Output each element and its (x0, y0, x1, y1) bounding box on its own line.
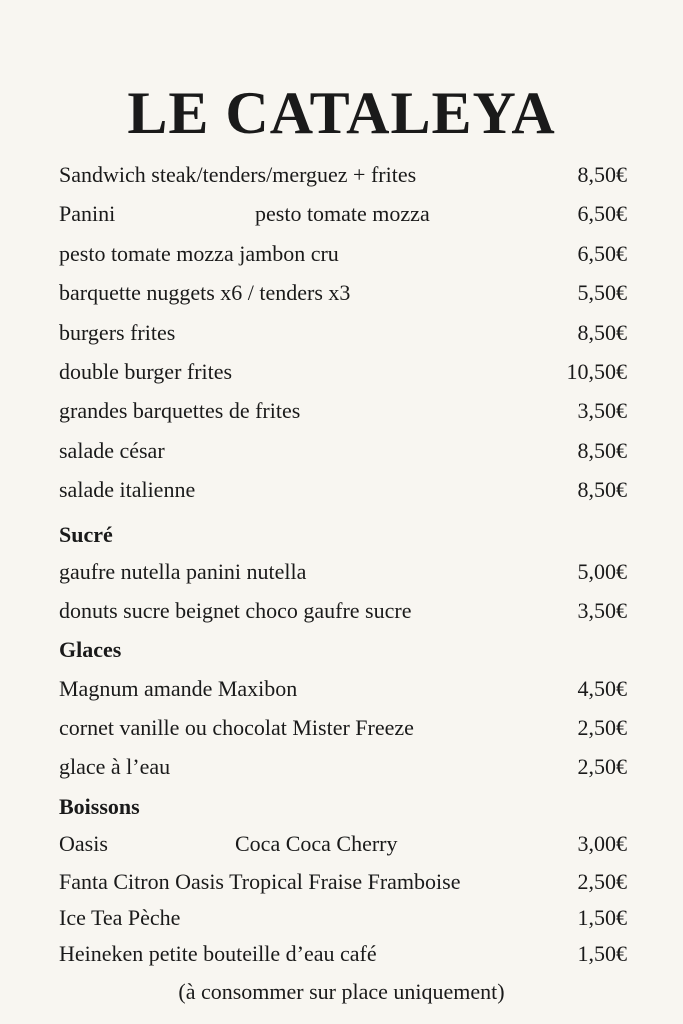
menu-item (59, 436, 627, 466)
item-price: 3,00€ (577, 831, 627, 856)
item-name: gaufre nutella panini nutella (59, 559, 307, 584)
item-detail: pesto tomate mozza (255, 201, 430, 226)
section-heading-boissons: Boissons (59, 794, 140, 819)
item-name: Heineken petite bouteille d’eau café (59, 941, 377, 966)
item-name: pesto tomate mozza jambon cru (59, 241, 339, 266)
footnote: (à consommer sur place uniquement) (178, 979, 505, 1004)
menu-item (59, 475, 627, 505)
item-price: 1,50€ (577, 905, 627, 930)
restaurant-title: LE CATALEYA (127, 80, 556, 146)
item-price: 2,50€ (577, 869, 627, 894)
item-name: grandes barquettes de frites (59, 398, 301, 423)
item-name: Ice Tea Pèche (59, 905, 181, 930)
item-price: 10,50€ (566, 359, 627, 384)
item-price: 4,50€ (577, 676, 627, 701)
menu-item (59, 557, 627, 587)
item-name: Oasis (59, 831, 108, 856)
menu-item (59, 596, 627, 626)
item-price: 1,50€ (577, 941, 627, 966)
item-name: Magnum amande Maxibon (59, 676, 298, 701)
menu-item (59, 713, 627, 743)
menu-item (59, 903, 627, 933)
item-price: 3,50€ (577, 598, 627, 623)
menu-item (59, 867, 627, 897)
item-price: 8,50€ (577, 162, 627, 187)
item-name: glace à l’eau (59, 754, 171, 779)
menu-item (59, 674, 627, 704)
menu-item (59, 357, 627, 387)
item-price: 8,50€ (577, 477, 627, 502)
item-price: 8,50€ (577, 320, 627, 345)
menu-item (59, 752, 627, 782)
menu-item (59, 239, 627, 269)
menu-item (59, 396, 627, 426)
menu-item (59, 199, 627, 229)
item-price: 2,50€ (577, 715, 627, 740)
item-name: salade italienne (59, 477, 196, 502)
item-name: Panini (59, 201, 116, 226)
item-price: 5,00€ (577, 559, 627, 584)
menu-item (59, 939, 627, 969)
item-name: burgers frites (59, 320, 176, 345)
item-name: salade césar (59, 438, 165, 463)
menu-item (59, 278, 627, 308)
item-price: 6,50€ (577, 201, 627, 226)
menu-item (59, 318, 627, 348)
item-name: double burger frites (59, 359, 233, 384)
item-name: Fanta Citron Oasis Tropical Fraise Framboise (59, 869, 461, 894)
item-price: 6,50€ (577, 241, 627, 266)
item-price: 2,50€ (577, 754, 627, 779)
menu-item (59, 160, 627, 190)
section-heading-glaces: Glaces (59, 637, 122, 662)
menu-item (59, 829, 627, 859)
item-price: 3,50€ (577, 398, 627, 423)
item-name: cornet vanille ou chocolat Mister Freeze (59, 715, 414, 740)
item-name: donuts sucre beignet choco gaufre sucre (59, 598, 412, 623)
item-name: Sandwich steak/tenders/merguez + frites (59, 162, 417, 187)
item-price: 8,50€ (577, 438, 627, 463)
item-name: barquette nuggets x6 / tenders x3 (59, 280, 351, 305)
item-price: 5,50€ (577, 280, 627, 305)
section-heading-sucre: Sucré (59, 522, 113, 547)
item-detail: Coca Coca Cherry (235, 831, 398, 856)
